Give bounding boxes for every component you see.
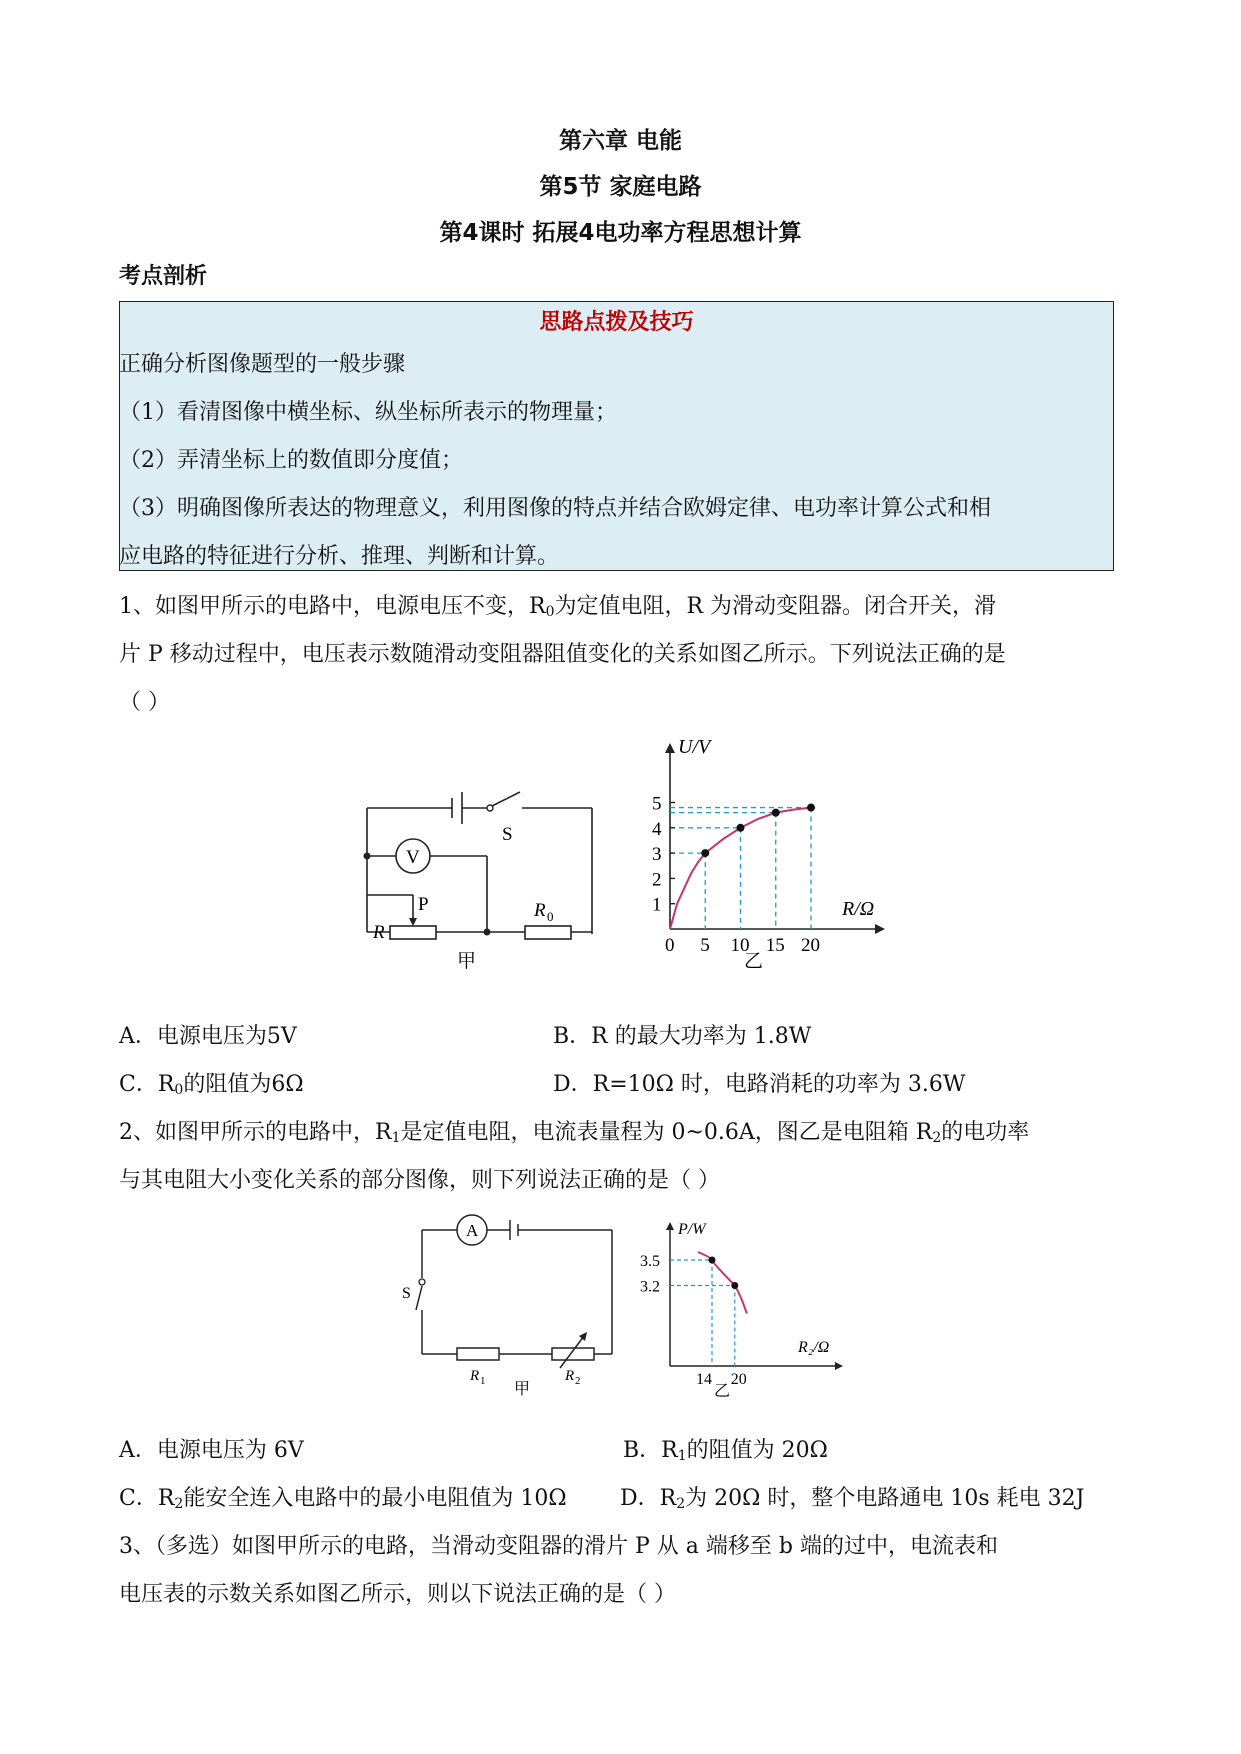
q2-text: 2、如图甲所示的电路中，R (119, 1120, 392, 1145)
q1-chart (650, 735, 910, 980)
option-text: C．R (119, 1486, 175, 1511)
q2-option-a: A．电源电压为 6V (119, 1438, 304, 1463)
figure-label-jia: 甲 (457, 951, 477, 972)
q2-option-c (119, 1484, 567, 1519)
q2-option-d (620, 1484, 1084, 1519)
switch-label: S (502, 824, 513, 845)
subscript: 0 (174, 1082, 184, 1098)
y-tick-label: 1 (652, 894, 662, 916)
resistor-label: R (534, 900, 546, 921)
tips-line: （1）看清图像中横坐标、纵坐标所表示的物理量； (119, 400, 617, 425)
tips-line: 应电路的特征进行分析、推理、判断和计算。 (119, 544, 560, 569)
x-tick-label: 10 (730, 935, 750, 956)
x-tick-label: 15 (765, 935, 785, 956)
analysis-heading: 考点剖析 (119, 264, 208, 289)
chapter-title: 第六章 电能 (558, 128, 682, 154)
y-tick-label: 5 (652, 793, 662, 815)
y-axis-label: P/W (678, 1221, 706, 1238)
data-point (807, 804, 815, 812)
y-tick-label: 3.2 (640, 1278, 660, 1296)
subscript: 2 (676, 1496, 686, 1512)
q1-line: 片 P 移动过程中，电压表示数随滑动变阻器阻值变化的关系如图乙所示。下列说法正确的是 (119, 642, 1006, 667)
q2-line: 与其电阻大小变化关系的部分图像，则下列说法正确的是（ ） (119, 1168, 720, 1193)
tips-line: （3）明确图像所表达的物理意义，利用图像的特点并结合欧姆定律、电功率计算公式和相 (119, 496, 992, 521)
option-text: 能安全连入电路中的最小电阻值为 10Ω (183, 1486, 567, 1511)
subscript: 1 (480, 1375, 486, 1387)
x-tick-label: 5 (700, 935, 710, 956)
lesson-title: 第4课时 拓展4电功率方程思想计算 (439, 220, 802, 246)
data-point (737, 824, 745, 832)
figure-label-yi: 乙 (714, 1383, 731, 1400)
data-point (772, 809, 780, 817)
q1-option-c (119, 1070, 304, 1105)
q1-line (119, 592, 996, 627)
subscript: 2 (932, 1130, 942, 1146)
ammeter-label: A (466, 1221, 479, 1240)
x-tick-label: 20 (801, 935, 820, 956)
y-tick-label: 3 (652, 844, 662, 866)
switch-label: S (402, 1285, 411, 1302)
voltmeter-label: V (406, 847, 420, 868)
q3-line: 3、（多选）如图甲所示的电路，当滑动变阻器的滑片 P 从 a 端移至 b 端的过中，电流表和 (119, 1534, 998, 1559)
q1-text: 为定值电阻，R 为滑动变阻器。闭合开关，滑 (554, 594, 997, 619)
q2-text: 是定值电阻，电流表量程为 0~0.6A，图乙是电阻箱 R (400, 1120, 933, 1145)
q2-line (119, 1118, 1029, 1153)
option-text: 的阻值为 20Ω (686, 1438, 828, 1463)
tips-heading: 思路点拨及技巧 (539, 310, 694, 335)
resistor1-label: R (470, 1368, 480, 1384)
q1-option-b: B．R 的最大功率为 1.8W (553, 1024, 812, 1049)
option-text: B．R (623, 1438, 678, 1463)
q1-option-d: D．R=10Ω 时，电路消耗的功率为 3.6W (553, 1072, 966, 1097)
q1-option-a: A．电源电压为5V (119, 1024, 297, 1049)
resistor2-label: R (565, 1368, 575, 1384)
subscript: 2 (174, 1496, 184, 1512)
rheostat-label: R (373, 922, 385, 943)
q1-circuit-diagram (360, 770, 610, 975)
tips-line: （2）弄清坐标上的数值即分度值； (119, 448, 463, 473)
q2-circuit-diagram (400, 1208, 630, 1398)
curve-line (698, 1252, 747, 1314)
x-tick-label: 14 (696, 1371, 712, 1388)
q2-option-b (623, 1436, 828, 1471)
subscript: 1 (677, 1448, 687, 1464)
x-axis-label: R/Ω (842, 898, 875, 920)
data-point (731, 1282, 738, 1289)
q3-line: 电压表的示数关系如图乙所示，则以下说法正确的是（ ） (119, 1582, 676, 1607)
option-text: D．R (620, 1486, 677, 1511)
slider-label: P (418, 894, 429, 915)
y-tick-label: 4 (652, 818, 662, 840)
subscript: 2 (575, 1375, 581, 1387)
data-point (709, 1257, 716, 1264)
q2-text: 的电功率 (941, 1120, 1030, 1145)
x-tick-label: 20 (730, 1371, 747, 1388)
subscript: 1 (391, 1130, 401, 1146)
figure-label-yi: 乙 (744, 951, 764, 972)
x-tick-label: 0 (665, 935, 675, 956)
x-axis-label: R₂/Ω (798, 1339, 830, 1356)
q1-text: 1、如图甲所示的电路中，电源电压不变，R (119, 594, 546, 619)
option-text: C．R (119, 1072, 175, 1097)
data-point (701, 849, 709, 857)
q1-line: （ ） (119, 690, 170, 715)
section-title: 第5节 家庭电路 (539, 174, 702, 200)
subscript: 0 (547, 909, 554, 924)
y-tick-label: 3.5 (640, 1253, 660, 1270)
subscript: 0 (545, 604, 555, 620)
y-tick-label: 2 (652, 869, 662, 891)
option-text: 的阻值为6Ω (183, 1072, 304, 1097)
q2-chart (630, 1218, 860, 1403)
option-text: 为 20Ω 时，整个电路通电 10s 耗电 32J (685, 1486, 1085, 1511)
tips-box (119, 301, 1114, 571)
y-axis-label: U/V (678, 736, 711, 758)
tips-line: 正确分析图像题型的一般步骤 (119, 352, 406, 377)
figure-label-jia: 甲 (514, 1381, 531, 1398)
